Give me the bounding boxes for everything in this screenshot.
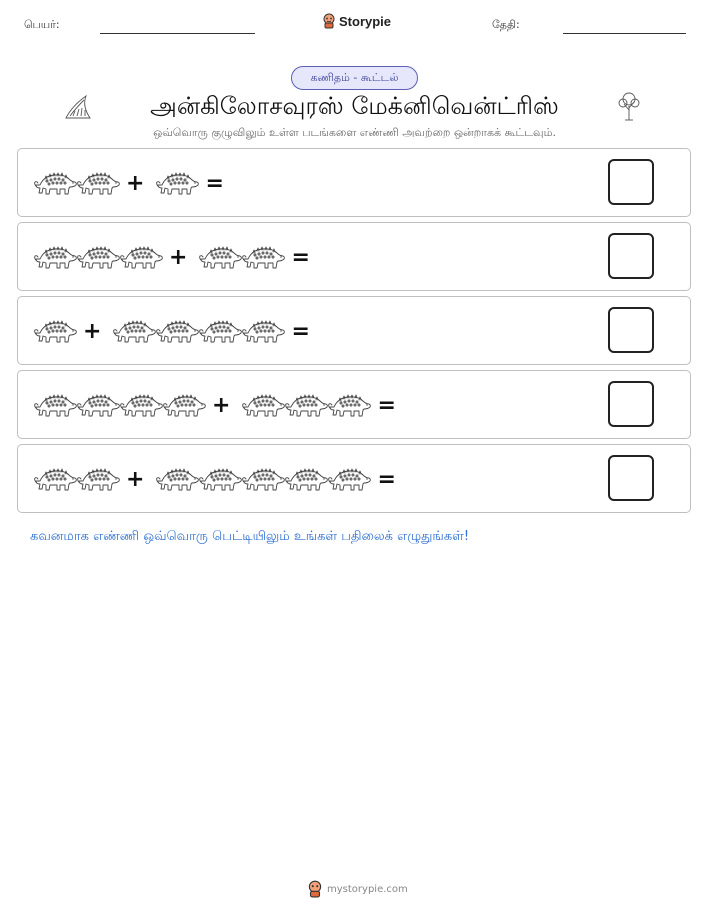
answer-box[interactable] <box>608 233 654 279</box>
ankylosaurus-icon <box>199 317 243 347</box>
ankylosaurus-icon <box>77 391 121 421</box>
ankylosaurus-icon <box>120 243 164 273</box>
ankylosaurus-icon <box>285 465 329 495</box>
plus-sign: + <box>169 244 188 270</box>
equals-sign: = <box>291 318 310 344</box>
tree-icon <box>615 90 643 122</box>
footnote: கவனமாக எண்ணி ஒவ்வொரு பெட்டியிலும் உங்கள் பதிலைக் எழுதுங்கள்! <box>30 529 470 544</box>
equals-sign: = <box>377 466 396 492</box>
topic-chip: கணிதம் - கூட்டல் <box>291 66 418 90</box>
ankylosaurus-icon <box>242 243 286 273</box>
ankylosaurus-icon <box>77 243 121 273</box>
answer-box[interactable] <box>608 307 654 353</box>
left-group <box>34 465 120 495</box>
ankylosaurus-icon <box>163 391 207 421</box>
addition-expression <box>34 297 310 366</box>
ankylosaurus-icon <box>34 243 78 273</box>
ankylosaurus-icon <box>199 243 243 273</box>
plus-sign: + <box>126 170 145 196</box>
date-label: தேதி: <box>492 18 520 31</box>
addition-expression <box>34 371 396 440</box>
answer-box[interactable] <box>608 381 654 427</box>
ankylosaurus-icon <box>199 465 243 495</box>
equals-sign: = <box>291 244 310 270</box>
plus-sign: + <box>83 318 102 344</box>
ankylosaurus-icon <box>156 169 200 199</box>
ankylosaurus-icon <box>285 391 329 421</box>
plus-sign: + <box>212 392 231 418</box>
ankylosaurus-icon <box>113 317 157 347</box>
answer-box[interactable] <box>608 159 654 205</box>
name-label: பெயர்: <box>24 18 60 31</box>
right-group <box>199 243 285 273</box>
ankylosaurus-icon <box>242 317 286 347</box>
plus-sign: + <box>126 466 145 492</box>
footer <box>307 880 408 898</box>
right-group <box>156 465 371 495</box>
date-line <box>563 33 686 34</box>
addition-expression <box>34 149 224 218</box>
answer-box[interactable] <box>608 455 654 501</box>
problem-row <box>17 444 691 513</box>
ankylosaurus-icon <box>328 391 372 421</box>
ankylosaurus-icon <box>34 317 78 347</box>
right-group <box>113 317 285 347</box>
brand-logo <box>322 13 391 29</box>
brand-name: Storypie <box>339 13 392 29</box>
left-group <box>34 391 206 421</box>
equals-sign: = <box>377 392 396 418</box>
left-group <box>34 317 77 347</box>
ankylosaurus-icon <box>156 317 200 347</box>
problem-row <box>17 370 691 439</box>
storypie-mascot-icon <box>322 13 336 29</box>
storypie-mascot-icon <box>307 880 323 898</box>
ankylosaurus-icon <box>34 169 78 199</box>
instructions: ஒவ்வொரு குழுவிலும் உள்ள படங்களை எண்ணி அவற்றை ஒன்றாகக் கூட்டவும். <box>153 126 556 139</box>
problem-row <box>17 296 691 365</box>
equals-sign: = <box>205 170 224 196</box>
ankylosaurus-icon <box>242 465 286 495</box>
ankylosaurus-icon <box>77 465 121 495</box>
ankylosaurus-icon <box>34 391 78 421</box>
right-group <box>156 169 199 199</box>
left-group <box>34 169 120 199</box>
problem-row <box>17 222 691 291</box>
addition-expression <box>34 223 310 292</box>
addition-expression <box>34 445 396 514</box>
footer-url: mystorypie.com <box>327 883 408 895</box>
ankylosaurus-icon <box>328 465 372 495</box>
name-line <box>100 33 255 34</box>
ankylosaurus-icon <box>242 391 286 421</box>
problem-row <box>17 148 691 217</box>
ankylosaurus-icon <box>156 465 200 495</box>
left-group <box>34 243 163 273</box>
ankylosaurus-icon <box>77 169 121 199</box>
right-group <box>242 391 371 421</box>
ankylosaurus-icon <box>34 465 78 495</box>
page-title: அன்கிலோசவுரஸ் மேக்னிவென்ட்ரிஸ் <box>150 92 559 120</box>
ankylosaurus-icon <box>120 391 164 421</box>
